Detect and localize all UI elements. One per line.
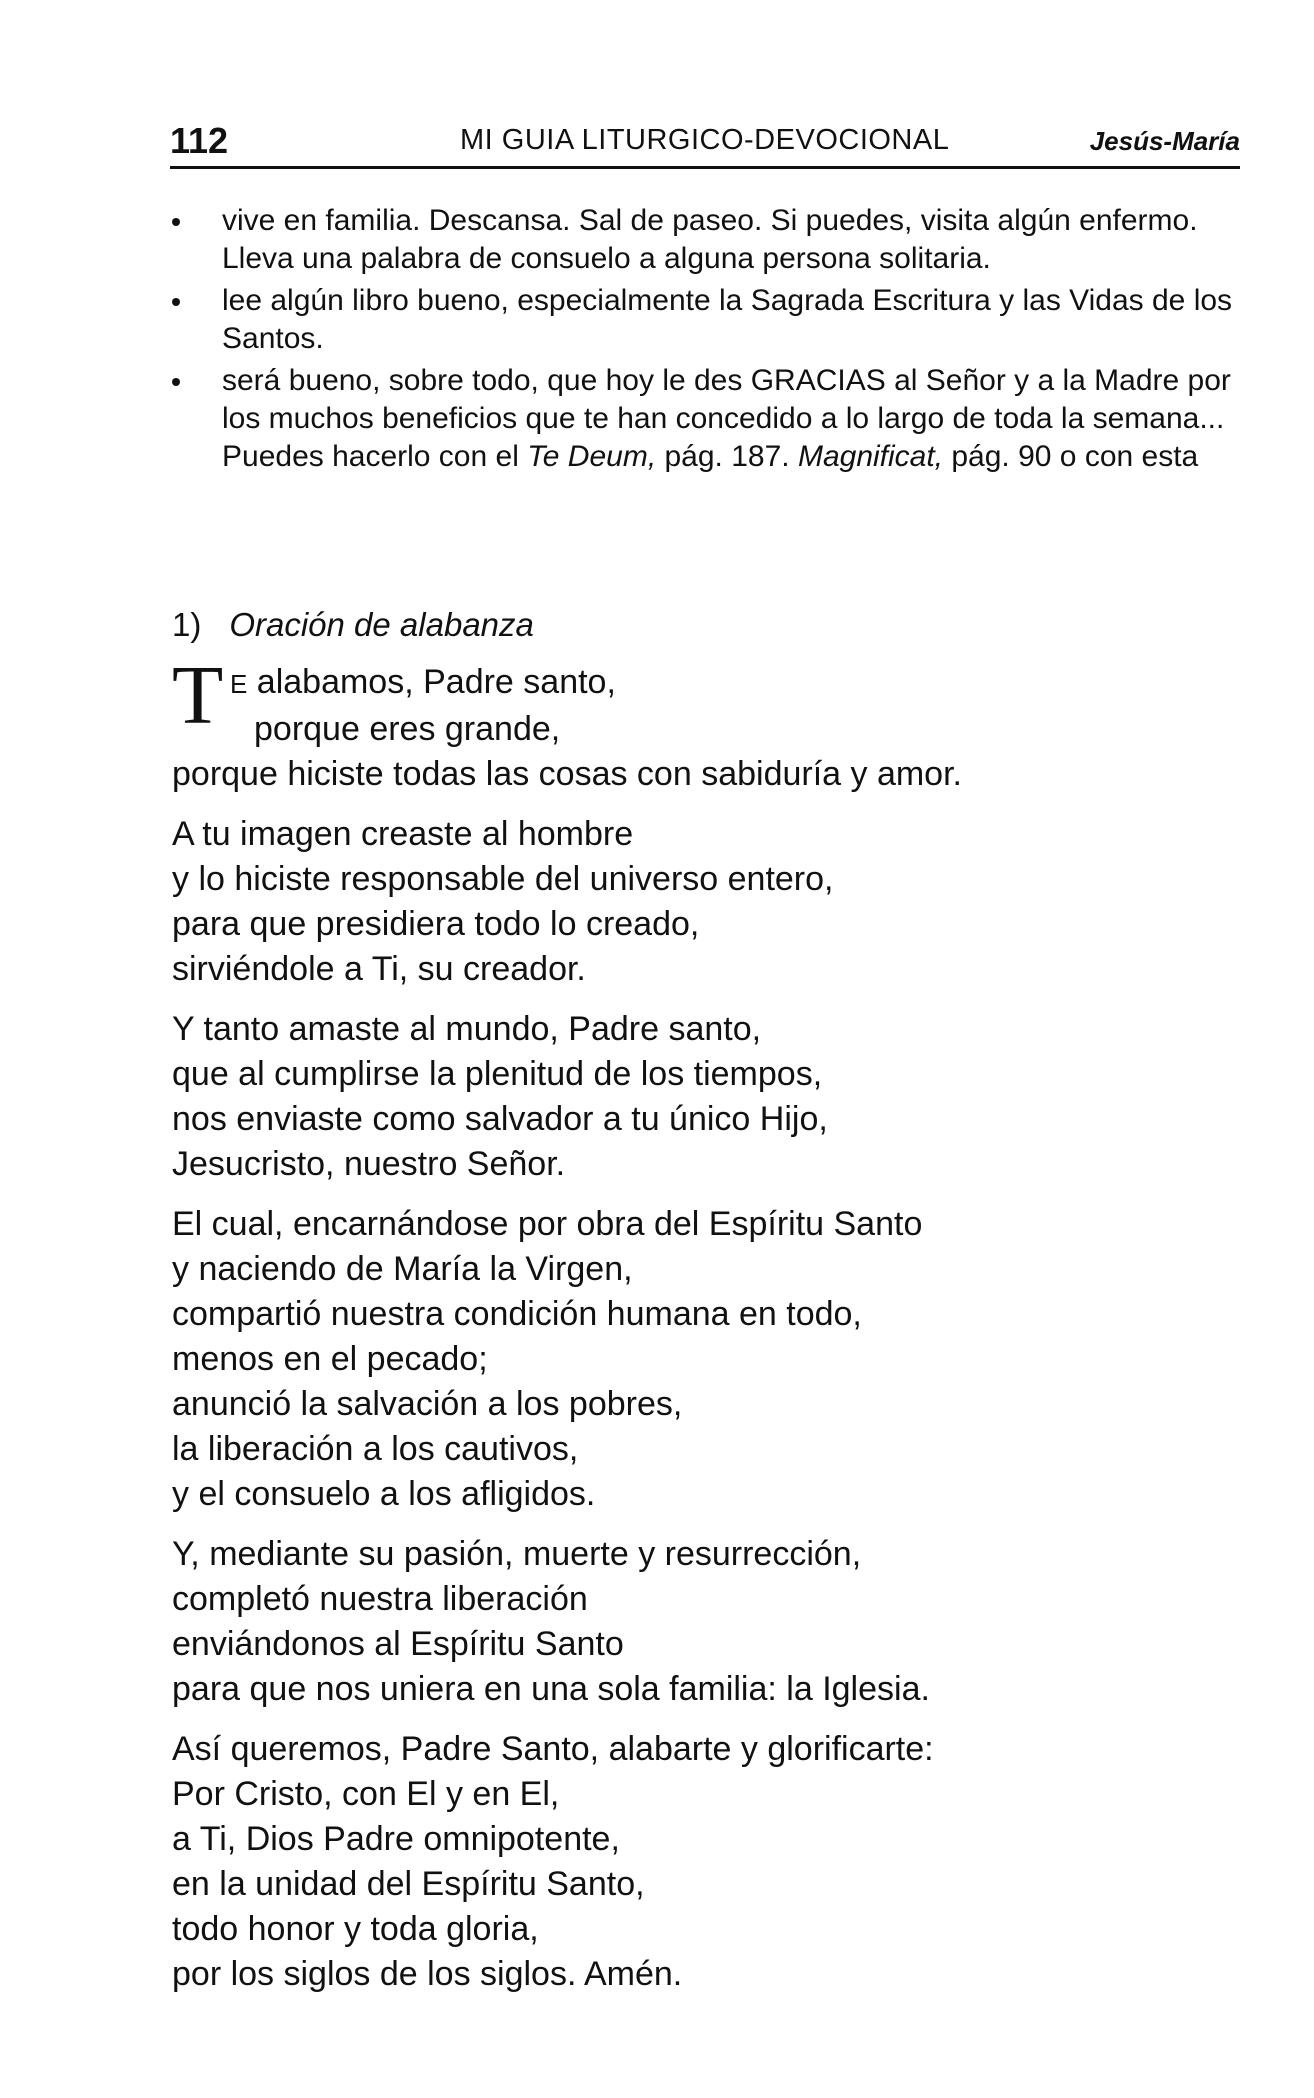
prayer-line: para que presidiera todo lo creado, (172, 905, 700, 943)
stanza (172, 649, 1262, 797)
prayer-line: por los siglos de los siglos. Amén. (172, 1955, 683, 1993)
prayer-line: menos en el pecado; (172, 1340, 488, 1378)
prayer-line: a Ti, Dios Padre omnipotente, (172, 1820, 620, 1858)
stanza (172, 1727, 1262, 1997)
list-item-text-part: pág. 187. (656, 440, 798, 473)
stanza (172, 1532, 1262, 1712)
prayer-line: nos enviaste como salvador a tu único Hijo, (172, 1100, 828, 1138)
bullet-icon (172, 218, 180, 226)
section-number: 1) (172, 606, 202, 643)
prayer-line: Y tanto amaste al mundo, Padre santo, (172, 1010, 762, 1048)
prayer-line: Y, mediante su pasión, muerte y resurrección, (172, 1535, 862, 1573)
list-item (168, 362, 1243, 476)
reference-te-deum: Te Deum, (527, 440, 657, 473)
prayer-line: y el consuelo a los afligidos. (172, 1475, 596, 1513)
prayer-line: A tu imagen creaste al hombre (172, 815, 634, 853)
bullet-list (168, 202, 1243, 480)
prayer-line: El cual, encarnándose por obra del Espíritu Santo (172, 1205, 923, 1243)
list-item (168, 202, 1243, 278)
bullet-icon (172, 378, 180, 386)
section-title: Oración de alabanza (229, 606, 534, 643)
prayer-line-text: alabamos, Padre santo, (247, 663, 616, 701)
prayer-text (172, 649, 1262, 2012)
drop-cap: T (172, 649, 224, 742)
prayer-line: Así queremos, Padre Santo, alabarte y glorificarte: (172, 1730, 934, 1768)
list-item-text-part: será bueno, sobre todo, que hoy le des GRACIAS al Señor y a la Madre por los muchos beneficios que te han concedido a lo largo de toda la semana... Puedes hacerlo con el (222, 364, 1231, 473)
prayer-line: anunció la salvación a los pobres, (172, 1385, 683, 1423)
running-header (170, 118, 1240, 169)
list-item-text: vive en familia. Descansa. Sal de paseo. Si puedes, visita algún enfermo. Lleva una palabra de consuelo a alguna persona solitaria. (222, 204, 1198, 275)
header-mark: Jesús-María (1089, 126, 1240, 156)
prayer-line: enviándonos al Espíritu Santo (172, 1625, 624, 1663)
prayer-line: y naciendo de María la Virgen, (172, 1250, 633, 1288)
prayer-line: que al cumplirse la plenitud de los tiempos, (172, 1055, 823, 1093)
prayer-line: todo honor y toda gloria, (172, 1910, 539, 1948)
prayer-line: porque hiciste todas las cosas con sabiduría y amor. (172, 755, 962, 793)
prayer-line: Por Cristo, con El y en El, (172, 1775, 560, 1813)
list-item (168, 282, 1243, 358)
prayer-line: la liberación a los cautivos, (172, 1430, 579, 1468)
prayer-line: Jesucristo, nuestro Señor. (172, 1145, 566, 1183)
prayer-line: sirviéndole a Ti, su creador. (172, 950, 586, 988)
prayer-line: porque eres grande, (254, 710, 561, 748)
stanza-group (172, 812, 1262, 1997)
list-item-text-part: pág. 90 o con esta (943, 440, 1199, 473)
prayer-line: compartió nuestra condición humana en todo, (172, 1295, 862, 1333)
stanza (172, 1007, 1262, 1187)
list-item-text: lee algún libro bueno, especialmente la Sagrada Escritura y las Vidas de los Santos. (222, 284, 1233, 355)
prayer-line: y lo hiciste responsable del universo entero, (172, 860, 834, 898)
small-cap: E (230, 669, 248, 699)
section-heading (172, 606, 534, 644)
page-number: 112 (170, 120, 229, 161)
prayer-line: en la unidad del Espíritu Santo, (172, 1865, 645, 1903)
stanza (172, 812, 1262, 992)
bullet-icon (172, 298, 180, 306)
stanza (172, 1202, 1262, 1517)
prayer-line: para que nos uniera en una sola familia: la Iglesia. (172, 1670, 930, 1708)
reference-magnificat: Magnificat, (797, 440, 944, 473)
list-item-text (222, 364, 1231, 473)
prayer-line (172, 660, 1262, 707)
prayer-line: completó nuestra liberación (172, 1580, 588, 1618)
running-title: MI GUIA LITURGICO-DEVOCIONAL (460, 124, 950, 156)
